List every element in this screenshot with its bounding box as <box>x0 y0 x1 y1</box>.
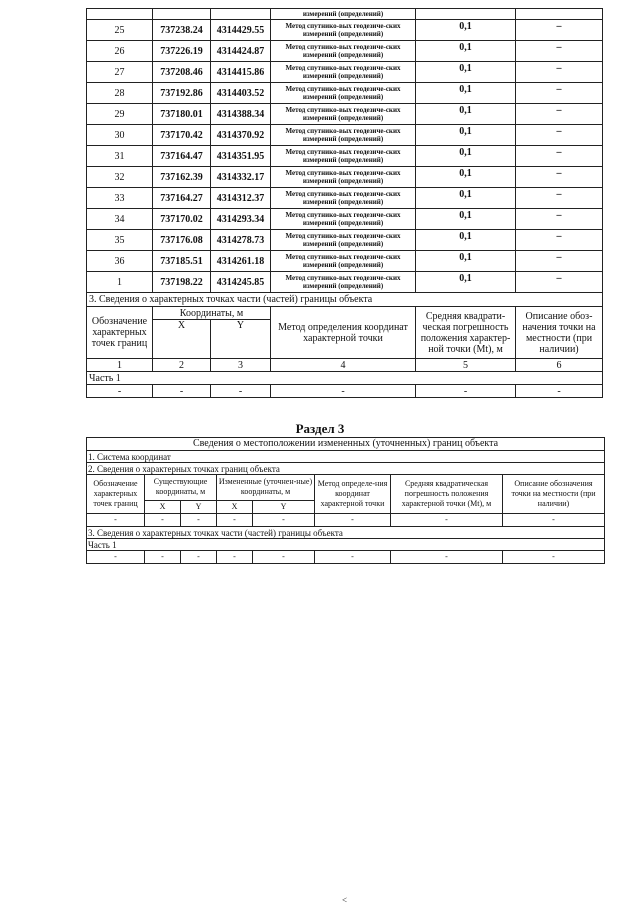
table-row <box>87 83 603 104</box>
table-row <box>87 167 603 188</box>
dash-cell: - <box>391 551 503 564</box>
method-cell: Метод спутнико-вых геодезиче-ских измерений (определений) <box>271 146 416 167</box>
coord-x: 737180.01 <box>153 104 211 125</box>
coord-x: 737162.39 <box>153 167 211 188</box>
method-cell: Метод спутнико-вых геодезиче-ских измерений (определений) <box>271 209 416 230</box>
coord-y: 4314388.34 <box>211 104 271 125</box>
description-value: – <box>516 188 603 209</box>
description-value: – <box>516 251 603 272</box>
coord-y: 4314261.18 <box>211 251 271 272</box>
error-value: 0,1 <box>416 167 516 188</box>
description-value: – <box>516 209 603 230</box>
coord-x: 737164.27 <box>153 188 211 209</box>
dash-cell: - <box>145 551 181 564</box>
dash-cell: - <box>87 385 153 398</box>
table-row <box>87 188 603 209</box>
description-value: – <box>516 83 603 104</box>
coord-y: 4314403.52 <box>211 83 271 104</box>
section-3-title: 3. Сведения о характерных точках части (частей) границы объекта <box>87 293 603 307</box>
section-1-title: 1. Система координат <box>87 451 605 463</box>
method-cell: Метод спутнико-вых геодезиче-ских измерений (определений) <box>271 125 416 146</box>
dash-cell: - <box>87 551 145 564</box>
header-error: Средняя квадрати-ческая погрешность положения характер-ной точки (Mt), м <box>416 307 516 359</box>
description-value: – <box>516 104 603 125</box>
table-title: Сведения о местоположении измененных (уточненных) границ объекта <box>87 438 605 451</box>
header-y: Y <box>211 320 271 359</box>
table-row <box>87 209 603 230</box>
points-table <box>86 8 603 398</box>
point-number: 26 <box>87 41 153 62</box>
table-row-top <box>87 9 603 20</box>
header-designation: Обозначение характерных точек границ <box>87 307 153 359</box>
header-x-changed: X <box>217 500 253 513</box>
part-row <box>87 372 603 385</box>
dash-cell: - <box>391 514 503 527</box>
point-number: 1 <box>87 272 153 293</box>
coord-y: 4314278.73 <box>211 230 271 251</box>
coord-y: 4314424.87 <box>211 41 271 62</box>
coord-x: 737226.19 <box>153 41 211 62</box>
point-number: 34 <box>87 209 153 230</box>
method-cell: Метод спутнико-вых геодезиче-ских измерений (определений) <box>271 83 416 104</box>
section-row <box>87 451 605 463</box>
header-row <box>87 307 603 320</box>
error-value: 0,1 <box>416 251 516 272</box>
dash-cell: - <box>271 385 416 398</box>
error-value: 0,1 <box>416 125 516 146</box>
dash-cell: - <box>503 551 605 564</box>
table-row <box>87 272 603 293</box>
coord-x: 737238.24 <box>153 20 211 41</box>
section-row <box>87 463 605 475</box>
header-method: Метод определе-ния координат характерной точки <box>315 475 391 514</box>
title-row <box>87 438 605 451</box>
index-cell: 6 <box>516 359 603 372</box>
error-value: 0,1 <box>416 83 516 104</box>
header-changed: Измененные (уточнен-ные) координаты, м <box>217 475 315 501</box>
method-cell: Метод спутнико-вых геодезиче-ских измерений (определений) <box>271 188 416 209</box>
index-cell: 1 <box>87 359 153 372</box>
error-value: 0,1 <box>416 104 516 125</box>
method-cell: Метод спутнико-вых геодезиче-ских измерений (определений) <box>271 62 416 83</box>
index-cell: 3 <box>211 359 271 372</box>
method-cell: Метод спутнико-вых геодезиче-ских измерений (определений) <box>271 230 416 251</box>
error-value: 0,1 <box>416 146 516 167</box>
dash-cell: - <box>211 385 271 398</box>
header-y-existing: Y <box>181 500 217 513</box>
dash-row <box>87 514 605 527</box>
method-cell: Метод спутнико-вых геодезиче-ских измерений (определений) <box>271 41 416 62</box>
table-row <box>87 125 603 146</box>
description-value: – <box>516 62 603 83</box>
dash-cell: - <box>315 551 391 564</box>
method-cell: Метод спутнико-вых геодезиче-ских измерений (определений) <box>271 20 416 41</box>
description-value: – <box>516 125 603 146</box>
error-value: 0,1 <box>416 41 516 62</box>
coord-y: 4314312.37 <box>211 188 271 209</box>
point-number: 27 <box>87 62 153 83</box>
dash-row <box>87 385 603 398</box>
point-number: 36 <box>87 251 153 272</box>
page-mark: < <box>342 895 348 905</box>
index-cell: 5 <box>416 359 516 372</box>
coord-x: 737176.08 <box>153 230 211 251</box>
header-description: Описание обозначения точки на местности (при наличии) <box>503 475 605 514</box>
header-existing: Существующие координаты, м <box>145 475 217 501</box>
dash-cell: - <box>87 514 145 527</box>
table-row <box>87 251 603 272</box>
header-designation: Обозначение характерных точек границ <box>87 475 145 514</box>
dash-cell: - <box>416 385 516 398</box>
coord-y: 4314370.92 <box>211 125 271 146</box>
point-number: 33 <box>87 188 153 209</box>
dash-cell: - <box>516 385 603 398</box>
description-value: – <box>516 167 603 188</box>
error-value: 0,1 <box>416 230 516 251</box>
coord-y: 4314429.55 <box>211 20 271 41</box>
section-3-title: 3. Сведения о характерных точках части (частей) границы объекта <box>87 527 605 539</box>
changed-boundaries-table <box>86 437 605 564</box>
point-number: 28 <box>87 83 153 104</box>
error-value: 0,1 <box>416 20 516 41</box>
index-row <box>87 359 603 372</box>
table-row <box>87 20 603 41</box>
error-value: 0,1 <box>416 188 516 209</box>
header-row <box>87 475 605 501</box>
description-value: – <box>516 272 603 293</box>
point-number: 31 <box>87 146 153 167</box>
coord-y: 4314332.17 <box>211 167 271 188</box>
section-2-title: 2. Сведения о характерных точках границ объекта <box>87 463 605 475</box>
coord-y: 4314351.95 <box>211 146 271 167</box>
method-cell: Метод спутнико-вых геодезиче-ских измерений (определений) <box>271 104 416 125</box>
coord-x: 737192.86 <box>153 83 211 104</box>
description-value: – <box>516 230 603 251</box>
header-coords: Координаты, м <box>153 307 271 320</box>
section-heading: Раздел 3 <box>295 421 345 436</box>
header-description: Описание обоз-начения точки на местности (при наличии) <box>516 307 603 359</box>
header-y-changed: Y <box>253 500 315 513</box>
table-row <box>87 146 603 167</box>
dash-cell: - <box>253 551 315 564</box>
error-value: 0,1 <box>416 272 516 293</box>
coord-y: 4314415.86 <box>211 62 271 83</box>
point-number: 32 <box>87 167 153 188</box>
table-row <box>87 41 603 62</box>
dash-row <box>87 551 605 564</box>
error-value: 0,1 <box>416 62 516 83</box>
header-x-existing: X <box>145 500 181 513</box>
error-value: 0,1 <box>416 209 516 230</box>
header-x: X <box>153 320 211 359</box>
section-row <box>87 293 603 307</box>
method-cell: Метод спутнико-вых геодезиче-ских измерений (определений) <box>271 272 416 293</box>
dash-cell: - <box>217 514 253 527</box>
dash-cell: - <box>253 514 315 527</box>
index-cell: 2 <box>153 359 211 372</box>
section-row <box>87 527 605 539</box>
dash-cell: - <box>217 551 253 564</box>
dash-cell: - <box>153 385 211 398</box>
table-row <box>87 230 603 251</box>
table-row <box>87 62 603 83</box>
coord-x: 737185.51 <box>153 251 211 272</box>
coord-y: 4314245.85 <box>211 272 271 293</box>
dash-cell: - <box>503 514 605 527</box>
coord-x: 737198.22 <box>153 272 211 293</box>
part-row <box>87 539 605 551</box>
dash-cell: - <box>181 551 217 564</box>
coord-x: 737170.02 <box>153 209 211 230</box>
description-value: – <box>516 20 603 41</box>
point-number: 29 <box>87 104 153 125</box>
part-label: Часть 1 <box>87 372 603 385</box>
coord-x: 737164.47 <box>153 146 211 167</box>
dash-cell: - <box>181 514 217 527</box>
dash-cell: - <box>145 514 181 527</box>
header-error: Средняя квадратическая погрешность положения характерной точки (Mt), м <box>391 475 503 514</box>
description-value: – <box>516 41 603 62</box>
coord-x: 737170.42 <box>153 125 211 146</box>
method-cell: Метод спутнико-вых геодезиче-ских измерений (определений) <box>271 251 416 272</box>
description-value: – <box>516 146 603 167</box>
point-number: 35 <box>87 230 153 251</box>
coord-y: 4314293.34 <box>211 209 271 230</box>
index-cell: 4 <box>271 359 416 372</box>
table-row <box>87 104 603 125</box>
coord-x: 737208.46 <box>153 62 211 83</box>
method-cell: измерений (определений) <box>271 9 416 20</box>
part-label: Часть 1 <box>87 539 605 551</box>
method-cell: Метод спутнико-вых геодезиче-ских измерений (определений) <box>271 167 416 188</box>
dash-cell: - <box>315 514 391 527</box>
header-method: Метод определения координат характерной точки <box>271 307 416 359</box>
point-number: 25 <box>87 20 153 41</box>
point-number: 30 <box>87 125 153 146</box>
